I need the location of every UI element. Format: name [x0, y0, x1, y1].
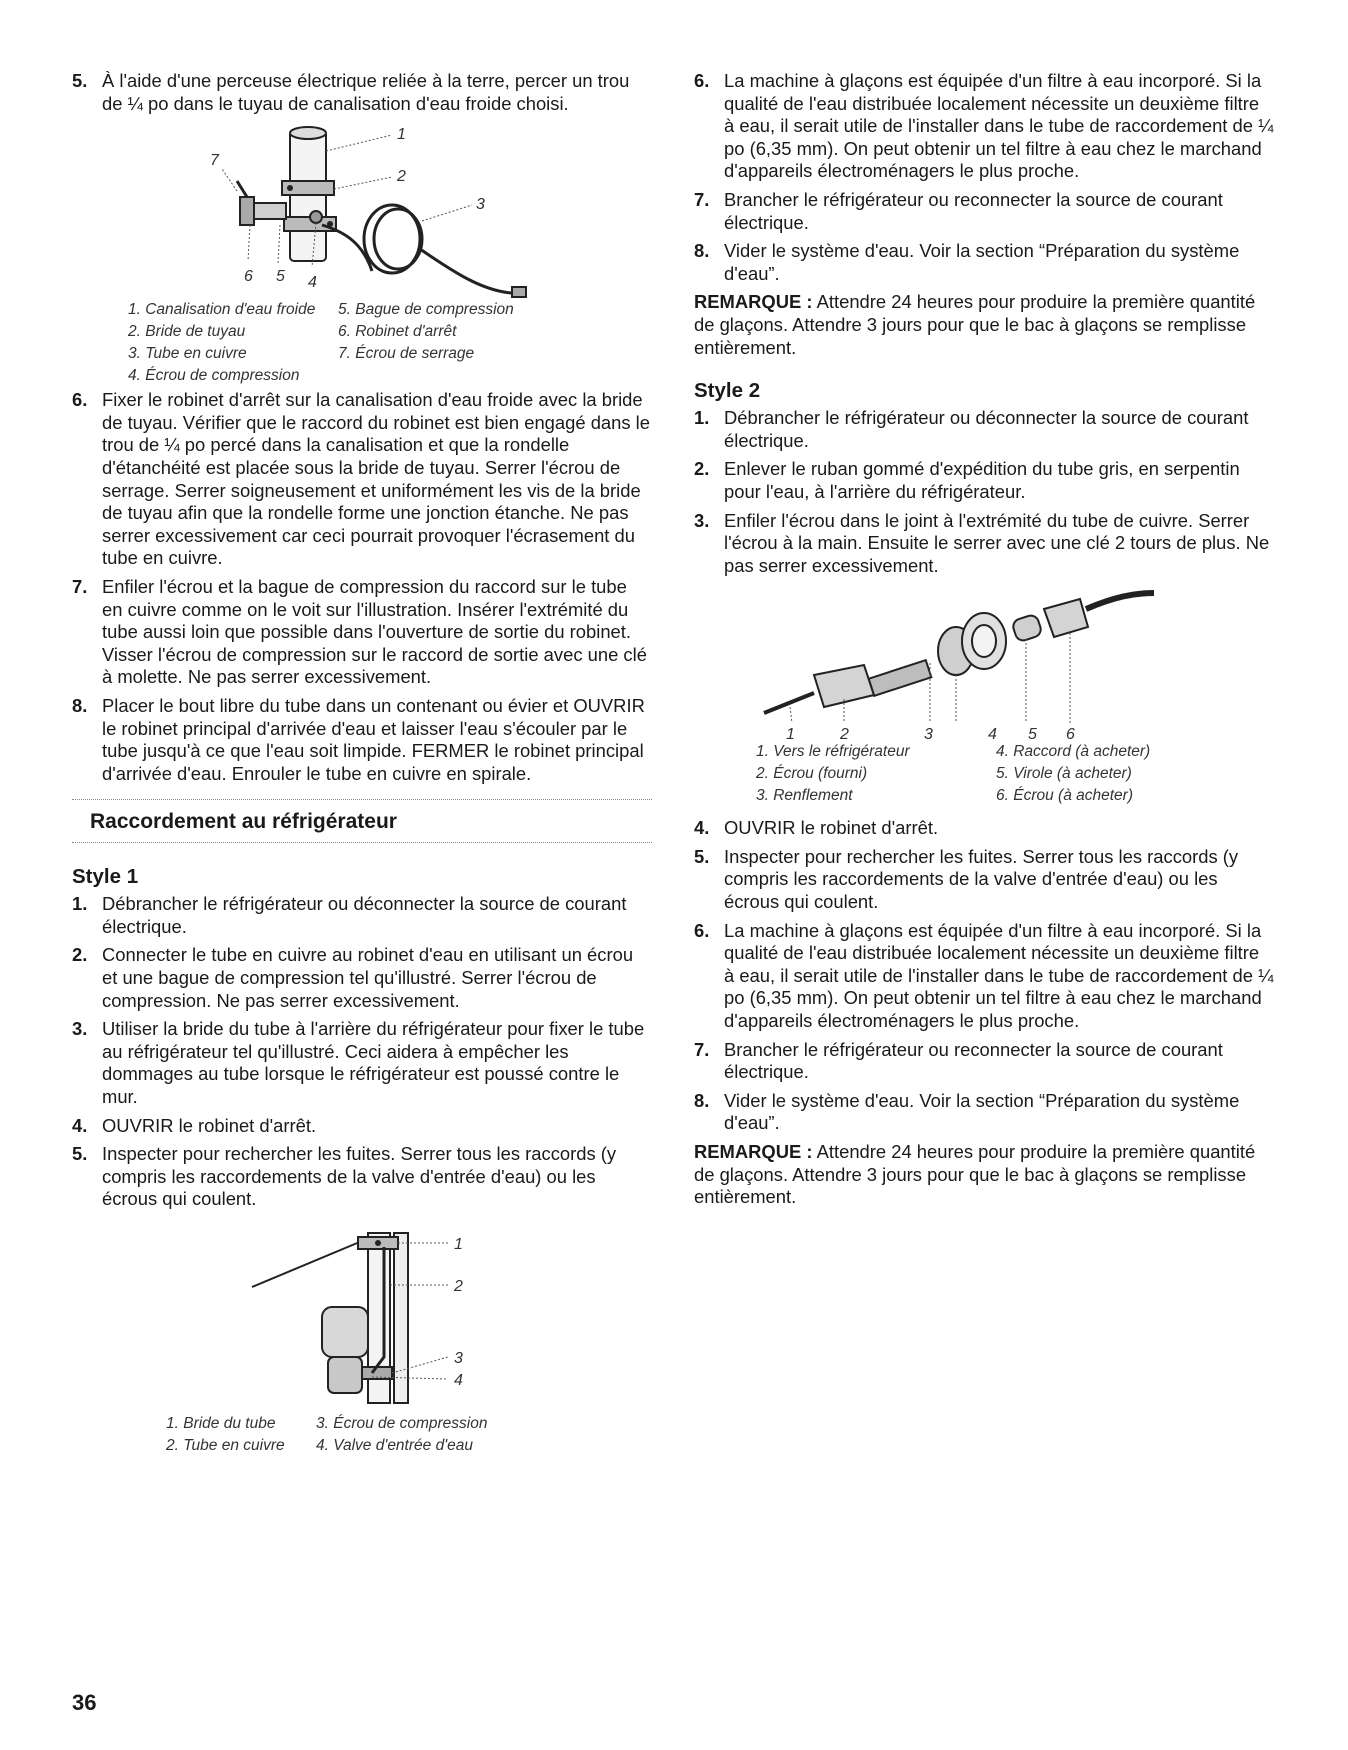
note: [694, 1141, 1274, 1209]
step-text: Inspecter pour rechercher les fuites. Serrer tous les raccords (y compris les raccordements de la valve d'entrée d'eau) ou les écrous qui coulent.: [102, 1143, 617, 1210]
list-item: [72, 389, 652, 570]
steps-list-a: [694, 70, 1274, 285]
legend-item: 6. Robinet d'arrêt: [338, 323, 457, 341]
style-1-heading: Style 1: [72, 865, 139, 889]
step-number: 6.: [72, 389, 88, 411]
list-item: [694, 189, 1274, 234]
style-1-steps: [72, 893, 652, 1211]
style-2-steps: [694, 407, 1274, 577]
fitting-figure: [694, 583, 1274, 811]
step-text: Vider le système d'eau. Voir la section “Préparation du système d'eau”.: [724, 240, 1240, 284]
legend-item: 1. Vers le réfrigérateur: [756, 743, 910, 761]
step-number: 8.: [694, 240, 710, 262]
list-item: [72, 576, 652, 689]
legend-item: 2. Tube en cuivre: [166, 1437, 285, 1454]
legend-item: 1. Canalisation d'eau froide: [128, 301, 316, 319]
figure-legend: [128, 299, 548, 387]
step-text: Utiliser la bride du tube à l'arrière du réfrigérateur pour fixer le tube au réfrigérateur tel qu'illustré. Ceci aidera à empêcher les dommages au tube lorsque le réfrigérateur est poussé contre le mur.: [102, 1018, 645, 1108]
step-number: 7.: [694, 1038, 710, 1060]
note-label: REMARQUE :: [694, 291, 813, 313]
figure-leaders: [222, 135, 472, 267]
callout-1: 1: [786, 726, 795, 742]
callout-4: 4: [454, 1372, 463, 1389]
callout-4: 4: [988, 726, 997, 742]
step-text: Inspecter pour rechercher les fuites. Serrer tous les raccords (y compris les raccordements de la valve d'entrée d'eau) ou les écrous qui coulent.: [724, 845, 1239, 913]
legend-item: 2. Bride de tuyau: [128, 323, 246, 341]
callout-3: 3: [454, 1350, 463, 1367]
step-text: Brancher le réfrigérateur ou reconnecter la source de courant électrique.: [724, 1038, 1223, 1083]
note-label: REMARQUE :: [694, 1141, 813, 1162]
callout-2: 2: [840, 726, 849, 742]
note-text: Attendre 24 heures pour produire la première quantité de glaçons. Attendre 3 jours pour que le bac à glaçons se remplisse entièrement.: [694, 291, 1256, 358]
step-number: 1.: [694, 407, 710, 429]
legend-item: 4. Valve d'entrée d'eau: [316, 1437, 474, 1454]
step-number: 4.: [72, 1114, 88, 1136]
shutoff-valve-diagram: [72, 121, 652, 299]
list-item: [72, 695, 652, 785]
step-text: Enfiler l'écrou dans le joint à l'extrémité du tube de cuivre. Serrer l'écrou à la main. Ensuite le serrer avec une clé 2 tours de plus. Ne pas serrer excessivement.: [724, 509, 1270, 576]
list-item: [694, 407, 1274, 452]
list-item: [694, 1039, 1274, 1084]
step-text: Brancher le réfrigérateur ou reconnecter la source de courant électrique.: [724, 188, 1223, 233]
list-item: [694, 510, 1274, 578]
callout-1: 1: [397, 126, 406, 144]
step-text: Vider le système d'eau. Voir la section “Préparation du système d'eau”.: [724, 1089, 1240, 1134]
legend-item: 4. Écrou de compression: [128, 367, 300, 385]
step-number: 4.: [694, 817, 710, 839]
list-item: [694, 458, 1274, 503]
callout-3: 3: [476, 196, 485, 214]
step-number: 5.: [72, 70, 88, 91]
fitting-diagram: [694, 583, 1274, 741]
step-text: À l'aide d'une perceuse électrique reliée à la terre, percer un trou de ¼ po dans le tuyau de canalisation d'eau froide choisi.: [102, 70, 630, 114]
callout-6: 6: [244, 268, 253, 286]
step-number: 2.: [694, 458, 710, 480]
copper-tube-coil-drawing: [322, 205, 526, 297]
step-number: 6.: [694, 919, 710, 941]
callout-5: 5: [276, 268, 285, 286]
note: [694, 291, 1274, 359]
callout-6: 6: [1066, 726, 1075, 742]
list-item: [72, 893, 652, 938]
list-item: [72, 1115, 652, 1138]
legend-item: 2. Écrou (fourni): [756, 765, 868, 783]
shutoff-valve-figure: [72, 121, 652, 383]
water-inlet-figure: [72, 1217, 652, 1459]
legend-item: 6. Écrou (à acheter): [996, 787, 1133, 805]
step-text: Placer le bout libre du tube dans un contenant ou évier et OUVRIR le robinet principal d'arrivée d'eau et laisser l'eau s'écouler par le tube jusqu'à ce que l'eau soit limpide. FERMER le robinet principal d'arrivée d'eau. Enrouler le tube en cuivre en spirale.: [102, 694, 645, 784]
step-text: La machine à glaçons est équipée d'un filtre à eau incorporé. Si la qualité de l'eau distribuée localement nécessite un deuxième filtre à eau, il serait utile de l'installer dans le tube de raccordement de ¼ po (6,35 mm). On peut obtenir un tel filtre à eau chez le marchand d'appareils électroménagers le plus proche.: [724, 919, 1274, 1032]
callout-5: 5: [1028, 726, 1037, 742]
list-item: [694, 846, 1274, 914]
callout-7: 7: [210, 152, 219, 170]
style-2-heading: Style 2: [694, 379, 761, 403]
left-column: [72, 70, 652, 1465]
page-number: 36: [72, 1690, 97, 1715]
step-number: 5.: [72, 1143, 88, 1165]
step-number: 7.: [694, 188, 710, 210]
step-text: Enfiler l'écrou et la bague de compression du raccord sur le tube en cuivre comme on le voit sur l'illustration. Insérer l'extrémité du tube aussi loin que possible dans l'ouverture de sortie du robinet. Visser l'écrou de compression sur le raccord de sortie avec une clé à molette. Ne pas serrer excessivement.: [102, 575, 647, 688]
note-text: Attendre 24 heures pour produire la première quantité de glaçons. Attendre 3 jours pour que le bac à glaçons se remplisse entièrement.: [694, 1141, 1256, 1208]
steps-list-b: [694, 817, 1274, 1135]
callout-4: 4: [308, 274, 317, 292]
step-number: 8.: [72, 694, 88, 716]
list-item: [694, 1090, 1274, 1135]
step-number: 8.: [694, 1089, 710, 1111]
figure-legend: [756, 741, 1196, 807]
figure-legend: [166, 1413, 576, 1457]
step-text: Fixer le robinet d'arrêt sur la canalisation d'eau froide avec la bride de tuyau. Vérifier que le raccord du robinet est bien engagé dans le trou de ¼ po percé dans la canalisation et que la rondelle d'étanchéité est placée sous la bride de tuyau. Serrer l'écrou de serrage. Serrer soigneusement et uniformément les vis de la bride de tuyau afin que la rondelle forme une jonction étanche. Ne pas serrer excessivement car ceci pourrait provoquer l'écrasement du tube en cuivre.: [102, 389, 650, 569]
list-item: [72, 1143, 652, 1211]
steps-list-b: [72, 389, 652, 785]
list-item: [72, 70, 652, 115]
step-number: 6.: [694, 70, 710, 91]
step-number: 7.: [72, 575, 88, 597]
legend-item: 5. Bague de compression: [338, 301, 514, 319]
legend-item: [338, 365, 548, 387]
legend-item: 4. Raccord (à acheter): [996, 743, 1151, 761]
step-text: OUVRIR le robinet d'arrêt.: [724, 817, 939, 839]
legend-item: 1. Bride du tube: [166, 1415, 276, 1432]
step-number: 3.: [72, 1018, 88, 1040]
callout-1: 1: [454, 1236, 463, 1253]
legend-item: 3. Écrou de compression: [316, 1415, 488, 1432]
step-number: 1.: [72, 893, 88, 915]
section-heading: Raccordement au réfrigérateur: [72, 799, 652, 843]
step-text: Débrancher le réfrigérateur ou déconnecter la source de courant électrique.: [102, 893, 627, 937]
legend-item: 7. Écrou de serrage: [338, 345, 475, 363]
list-item: [694, 817, 1274, 840]
step-text: Enlever le ruban gommé d'expédition du tube gris, en serpentin pour l'eau, à l'arrière du réfrigérateur.: [724, 458, 1240, 502]
step-number: 3.: [694, 509, 710, 531]
right-column: [694, 70, 1274, 1229]
list-item: [694, 920, 1274, 1033]
callout-2: 2: [454, 1278, 463, 1295]
callout-2: 2: [397, 168, 406, 186]
steps-list-a: [72, 70, 652, 115]
step-text: OUVRIR le robinet d'arrêt.: [102, 1114, 317, 1136]
step-text: Débrancher le réfrigérateur ou déconnecter la source de courant électrique.: [724, 407, 1249, 451]
legend-item: 5. Virole (à acheter): [996, 765, 1132, 783]
step-number: 2.: [72, 944, 88, 966]
legend-item: 3. Tube en cuivre: [128, 345, 247, 363]
list-item: [72, 944, 652, 1012]
list-item: [72, 1018, 652, 1108]
fitting-assembly-drawing: [764, 593, 1154, 713]
water-inlet-diagram: [72, 1217, 652, 1407]
step-number: 5.: [694, 845, 710, 867]
legend-item: 3. Renflement: [756, 787, 853, 805]
list-item: [694, 70, 1274, 183]
step-text: Connecter le tube en cuivre au robinet d'eau en utilisant un écrou et une bague de compression tel qu'illustré. Serrer l'écrou de compression. Ne pas serrer excessivement.: [102, 944, 634, 1011]
tube-clamp-drawing: [358, 1237, 398, 1249]
callout-3: 3: [924, 726, 933, 742]
step-text: La machine à glaçons est équipée d'un filtre à eau incorporé. Si la qualité de l'eau distribuée localement nécessite un deuxième filtre à eau, il serait utile de l'installer dans le tube de raccordement de ¼ po (6,35 mm). On peut obtenir un tel filtre à eau chez le marchand d'appareils électroménagers le plus proche.: [724, 70, 1274, 182]
list-item: [694, 240, 1274, 285]
